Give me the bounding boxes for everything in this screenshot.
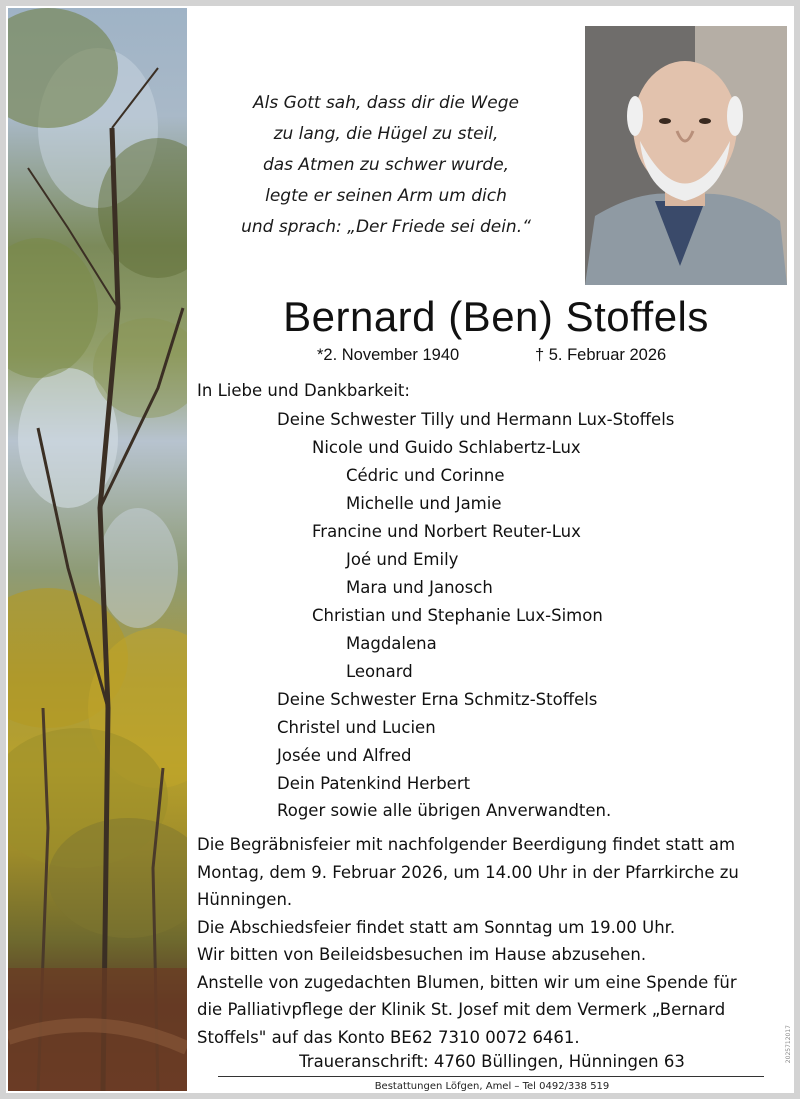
mourner-line: Josée und Alfred xyxy=(277,746,412,765)
mourner-line: Christian und Stephanie Lux-Simon xyxy=(312,606,603,625)
mourners-intro: In Liebe und Dankbarkeit: xyxy=(197,381,410,400)
mourner-line: Mara und Janosch xyxy=(346,578,493,597)
mourner-line: Cédric und Corinne xyxy=(346,466,505,485)
poem-line: legte er seinen Arm um dich xyxy=(265,186,507,206)
info-line: Hünningen. xyxy=(197,890,293,909)
mourner-line: Roger sowie alle übrigen Anverwandten. xyxy=(277,801,612,820)
birth-date: *2. November 1940 xyxy=(317,346,460,364)
print-code: 2025712017 xyxy=(785,1024,792,1063)
mourner-line: Dein Patenkind Herbert xyxy=(277,774,471,793)
poem-line: Als Gott sah, dass dir die Wege xyxy=(253,93,519,113)
mourning-address: Traueranschrift: 4760 Büllingen, Hünningen 63 xyxy=(299,1052,685,1071)
death-date: † 5. Februar 2026 xyxy=(535,346,667,364)
funeral-home-footer: Bestattungen Löfgen, Amel – Tel 0492/338 519 xyxy=(374,1081,610,1092)
deceased-name: Bernard (Ben) Stoffels xyxy=(283,293,709,340)
poem-line: und sprach: „Der Friede sei dein.“ xyxy=(241,217,531,237)
mourner-line: Deine Schwester Erna Schmitz-Stoffels xyxy=(277,690,598,709)
mourner-line: Deine Schwester Tilly und Hermann Lux-Stoffels xyxy=(277,410,675,429)
info-line: Montag, dem 9. Februar 2026, um 14.00 Uhr in der Pfarrkirche zu xyxy=(197,862,739,882)
funeral-info xyxy=(197,831,797,1051)
info-line: Die Abschiedsfeier findet statt am Sonntag um 19.00 Uhr. xyxy=(197,917,676,937)
info-line: Anstelle von zugedachten Blumen, bitten wir um eine Spende für xyxy=(197,972,737,992)
mourner-line: Francine und Norbert Reuter-Lux xyxy=(312,522,581,541)
portrait-photo xyxy=(585,26,787,285)
info-line: Stoffels" auf das Konto BE62 7310 0072 6461. xyxy=(197,1027,580,1047)
info-line: die Palliativpflege der Klinik St. Josef mit dem Vermerk „Bernard xyxy=(197,1000,726,1019)
info-line: Wir bitten von Beileidsbesuchen im Hause abzusehen. xyxy=(197,945,647,964)
poem-line: das Atmen zu schwer wurde, xyxy=(262,155,510,175)
mourner-line: Michelle und Jamie xyxy=(346,494,502,513)
poem xyxy=(206,88,566,243)
forest-photo xyxy=(8,8,187,1091)
mourner-line: Leonard xyxy=(346,662,413,681)
mourner-line: Magdalena xyxy=(346,634,437,653)
poem-line: zu lang, die Hügel zu steil, xyxy=(273,124,499,144)
mourner-line: Nicole und Guido Schlabertz-Lux xyxy=(312,438,581,457)
mourner-line: Joé und Emily xyxy=(346,550,459,569)
info-line: Die Begräbnisfeier mit nachfolgender Beerdigung findet statt am xyxy=(197,835,736,854)
mourner-line: Christel und Lucien xyxy=(277,718,436,737)
footer-divider xyxy=(218,1076,764,1077)
